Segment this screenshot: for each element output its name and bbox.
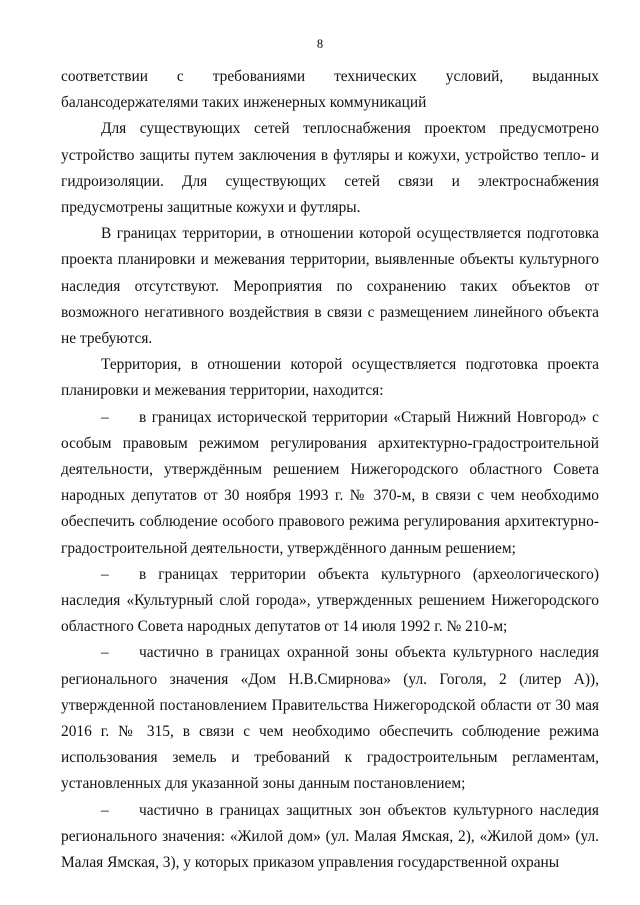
list-item-text: частично в границах охранной зоны объекта культурного наследия регионального значения «Дом Н.В.Смирнова» (ул. Гоголя, 2 (литер А)), утвержденной постановлением Правительства Нижегородской области от 30 мая 2016 г. № 315, в связи с чем необходимо обеспечить соблюдение режима использования земель и требований к градостроительным регламентам, установленных для указанной зоны данным постановлением; — [61, 644, 599, 793]
list-dash: – — [101, 801, 109, 819]
paragraph-heat-networks: Для существующих сетей теплоснабжения проектом предусмотрено устройство защиты путем заключения в футляры и кожухи, устройство тепло- и гидроизоляции. Для существующих сетей связи и электроснабжения предусмотрены защитные кожухи и футляры. — [61, 120, 599, 217]
list-item-cultural-layer — [61, 562, 599, 641]
paragraph-continuation: соответствии с требованиями технических условий, выданных балансодержателями таких инженерных коммуникаций — [61, 68, 599, 112]
list-dash: – — [101, 408, 109, 426]
list-item-text: частично в границах защитных зон объектов культурного наследия регионального значения: «Жилой дом» (ул. Малая Ямская, 2), «Жилой дом» (ул. Малая Ямская, 3), у которых приказом управления государственной охраны — [61, 801, 599, 872]
list-item-protective-zones — [61, 798, 599, 877]
list-item-protection-zone — [61, 640, 599, 797]
page-number: 8 — [316, 37, 324, 51]
paragraph-territory-location: Территория, в отношении которой осуществляется подготовка проекта планировки и межевания территории, находится: — [61, 356, 599, 400]
list-item-text: в границах исторической территории «Старый Нижний Новгород» с особым правовым режимом регулирования архитектурно-градостроительной деятельности, утверждённым решением Нижегородского областного Совета народных депутатов от 30 ноября 1993 г. № 370-м, в связи с чем необходимо обеспечить соблюдение особого правового режима регулирования архитектурно-градостроительной деятельности, утверждённого данным решением; — [61, 408, 599, 557]
list-item-text: в границах территории объекта культурного (археологического) наследия «Культурный слой города», утвержденных решением Нижегородского областного Совета народных депутатов от 14 июля 1992 г. № 210-м; — [61, 565, 599, 636]
list-dash: – — [101, 565, 109, 583]
list-item-historic-territory — [61, 405, 599, 562]
list-dash: – — [101, 644, 109, 662]
paragraph-cultural-heritage: В границах территории, в отношении которой осуществляется подготовка проекта планировки и межевания территории, выявленные объекты культурного наследия отсутствуют. Мероприятия по сохранению таких объектов от возможного негативного воздействия в связи с размещением линейного объекта не требуются. — [61, 225, 599, 348]
document-body — [61, 64, 599, 876]
